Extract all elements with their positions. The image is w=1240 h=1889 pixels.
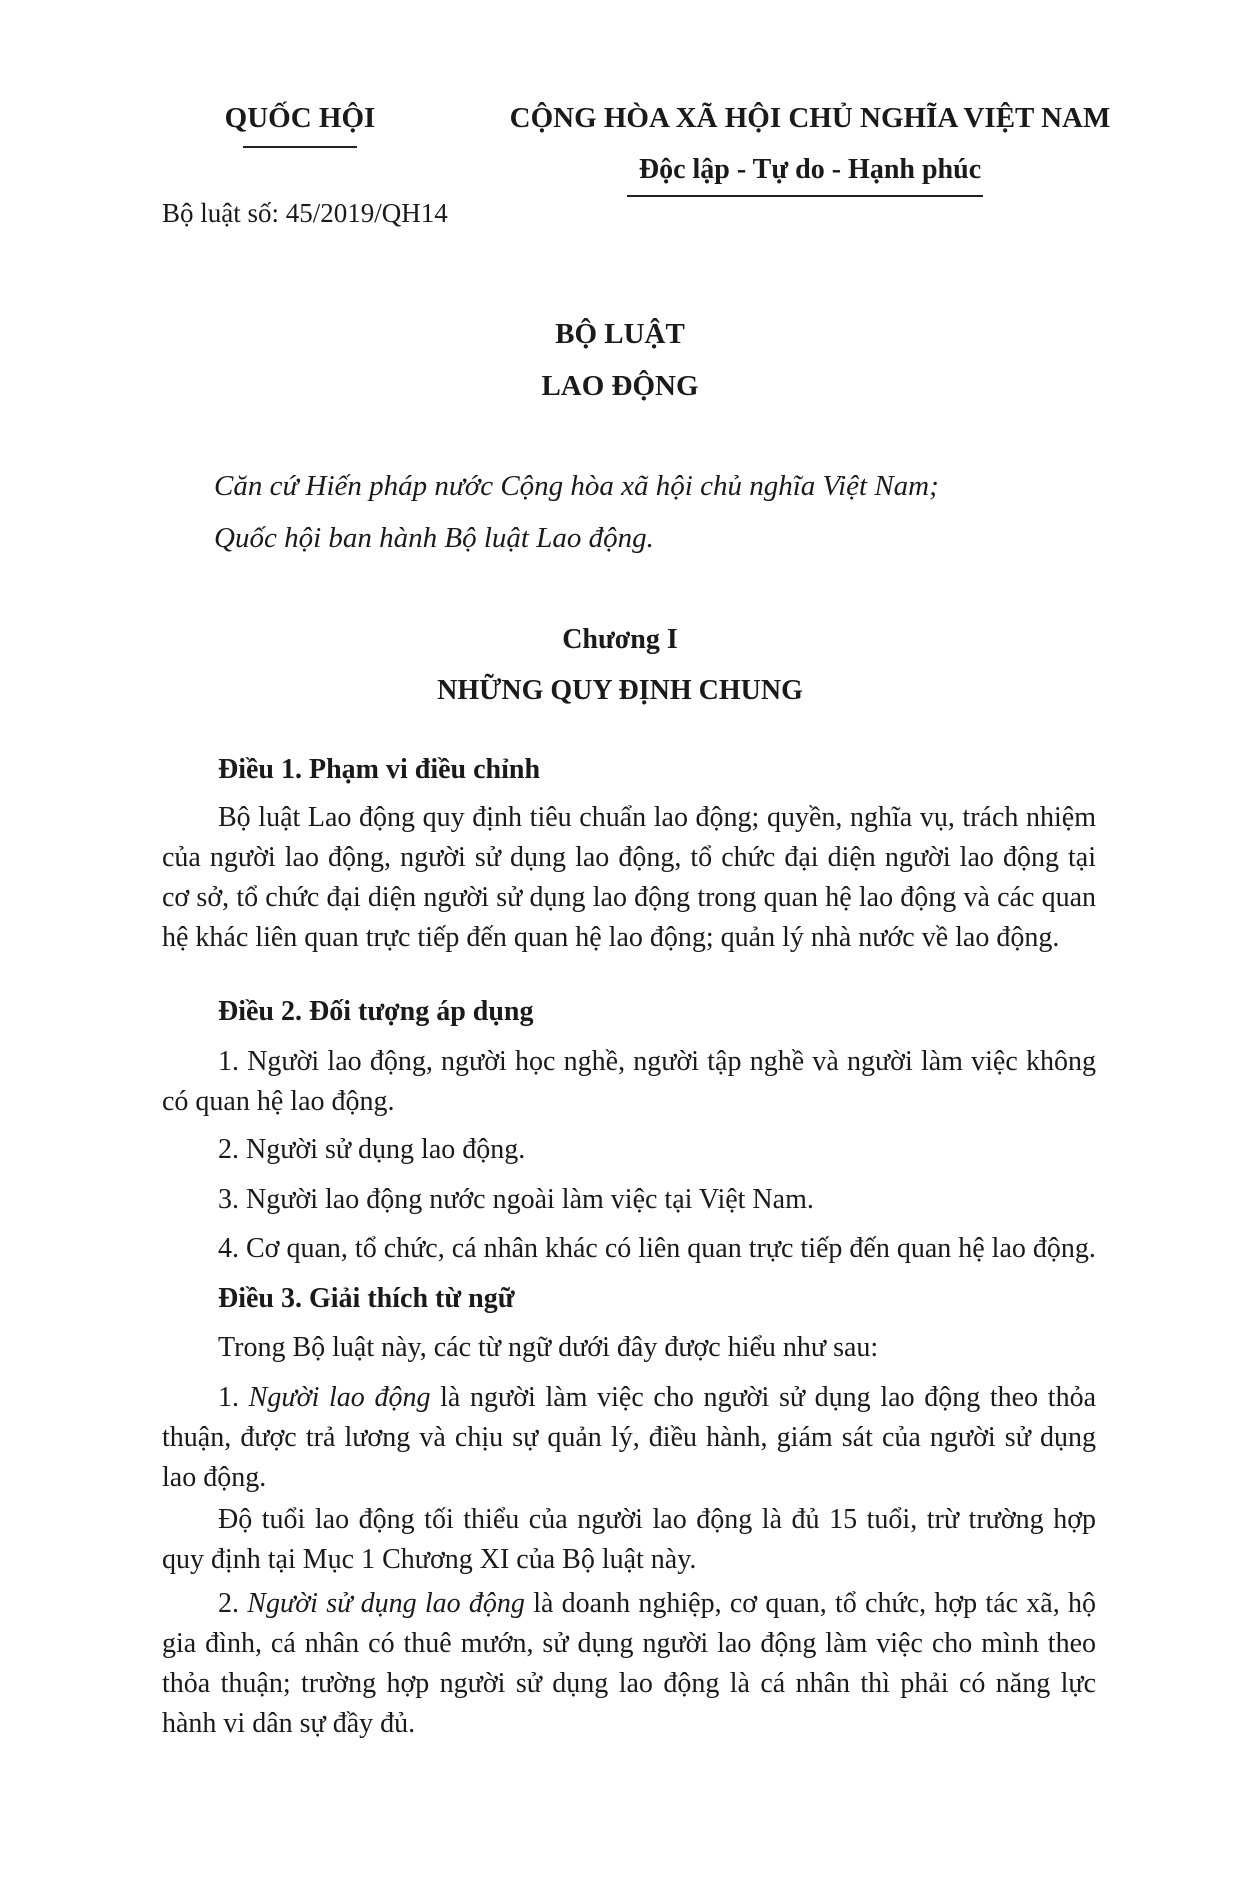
law-number: Bộ luật số: 45/2019/QH14 xyxy=(162,198,448,228)
definition-1-term: Người lao động xyxy=(248,1382,431,1413)
issuing-body: QUỐC HỘI xyxy=(224,102,376,134)
definition-1-age-clause: Độ tuổi lao động tối thiểu của người lao động là đủ 15 tuổi, trừ trường hợp quy định tại Mục 1 Chương XI của Bộ luật này. xyxy=(162,1504,1096,1575)
article-2-item-4: 4. Cơ quan, tổ chức, cá nhân khác có liên quan trực tiếp đến quan hệ lao động. xyxy=(218,1233,1096,1264)
definition-1-number: 1. xyxy=(218,1382,249,1413)
article-2-heading: Điều 2. Đối tượng áp dụng xyxy=(218,996,534,1027)
chapter-title: NHỮNG QUY ĐỊNH CHUNG xyxy=(437,675,803,706)
document-name: LAO ĐỘNG xyxy=(541,370,699,402)
issuing-body-underline xyxy=(243,146,357,148)
definition-1 xyxy=(162,1378,1096,1498)
preamble-line-2: Quốc hội ban hành Bộ luật Lao động. xyxy=(214,522,654,554)
motto-underline xyxy=(627,195,983,197)
definition-2-term: Người sử dụng lao động xyxy=(247,1588,525,1619)
definition-1-text: là người làm việc cho người sử dụng lao động theo thỏa thuận, được trả lương và chịu sự quản lý, điều hành, giám sát của người sử dụng lao động. xyxy=(162,1382,1096,1493)
definition-2 xyxy=(162,1584,1096,1744)
document-type: BỘ LUẬT xyxy=(555,318,685,350)
preamble-line-1: Căn cứ Hiến pháp nước Cộng hòa xã hội chủ nghĩa Việt Nam; xyxy=(214,470,939,502)
definition-2-number: 2. xyxy=(218,1588,248,1619)
country-name: CỘNG HÒA XÃ HỘI CHỦ NGHĨA VIỆT NAM xyxy=(509,102,1111,134)
article-2-item-2: 2. Người sử dụng lao động. xyxy=(218,1134,526,1165)
article-2-item-3: 3. Người lao động nước ngoài làm việc tại Việt Nam. xyxy=(218,1184,814,1215)
article-1-heading: Điều 1. Phạm vi điều chỉnh xyxy=(218,754,541,785)
article-1-text: Bộ luật Lao động quy định tiêu chuẩn lao động; quyền, nghĩa vụ, trách nhiệm của người lao động, người sử dụng lao động, tổ chức đại diện người lao động tại cơ sở, tổ chức đại diện người sử dụng lao động trong quan hệ lao động và các quan hệ khác liên quan trực tiếp đến quan hệ lao động; quản lý nhà nước về lao động. xyxy=(162,802,1096,953)
article-2-item-1: 1. Người lao động, người học nghề, người tập nghề và người làm việc không có quan hệ lao động. xyxy=(162,1046,1096,1117)
national-motto: Độc lập - Tự do - Hạnh phúc xyxy=(638,154,982,185)
definition-2-text: là doanh nghiệp, cơ quan, tổ chức, hợp tác xã, hộ gia đình, cá nhân có thuê mướn, sử dụng người lao động làm việc cho mình theo thỏa thuận; trường hợp người sử dụng lao động là cá nhân thì phải có năng lực hành vi dân sự đầy đủ. xyxy=(162,1588,1096,1739)
article-3-intro: Trong Bộ luật này, các từ ngữ dưới đây được hiểu như sau: xyxy=(218,1332,879,1363)
article-3-heading: Điều 3. Giải thích từ ngữ xyxy=(218,1283,515,1314)
chapter-number: Chương I xyxy=(562,624,678,655)
